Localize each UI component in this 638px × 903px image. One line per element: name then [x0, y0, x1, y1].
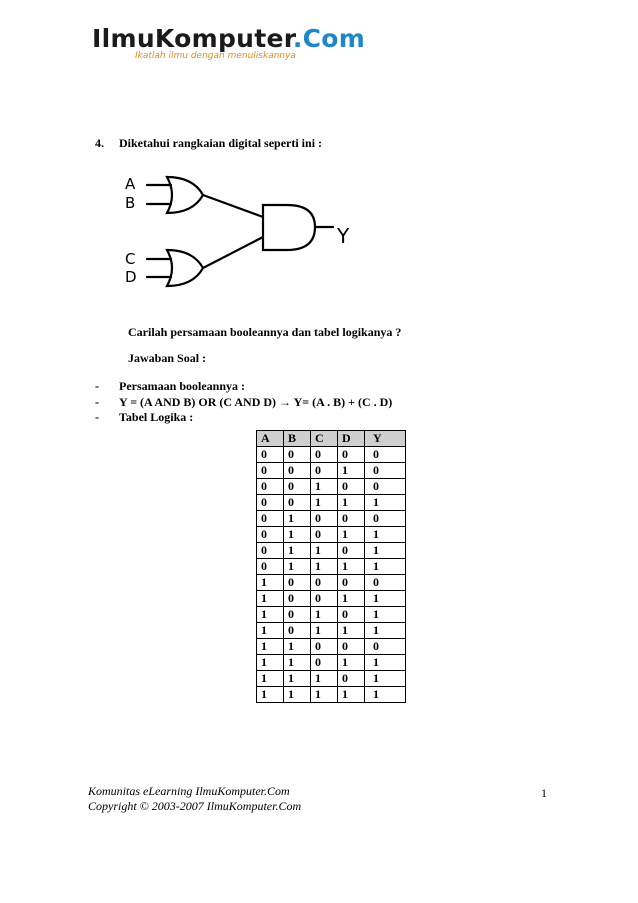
table-cell: 1 [284, 543, 311, 559]
table-cell: 1 [257, 655, 284, 671]
table-cell: 1 [365, 607, 406, 623]
question-text: Diketahui rangkaian digital seperti ini : [119, 136, 323, 150]
table-row [257, 639, 406, 655]
table-cell: 0 [365, 511, 406, 527]
table-cell: 1 [338, 591, 365, 607]
bullet-marker: - [95, 379, 99, 393]
table-cell: 0 [311, 575, 338, 591]
table-cell: 1 [284, 527, 311, 543]
table-row [257, 591, 406, 607]
table-cell: 1 [284, 559, 311, 575]
table-cell: 0 [284, 607, 311, 623]
table-header-cell: B [284, 431, 311, 447]
table-cell: 0 [257, 527, 284, 543]
table-cell: 1 [311, 623, 338, 639]
table-cell: 1 [284, 511, 311, 527]
table-cell: 0 [365, 463, 406, 479]
table-row [257, 447, 406, 463]
answer-heading: Jawaban Soal : [128, 351, 207, 365]
table-row [257, 559, 406, 575]
table-cell: 1 [338, 687, 365, 703]
table-header-cell: D [338, 431, 365, 447]
circuit-diagram [115, 165, 375, 290]
table-cell: 1 [311, 495, 338, 511]
site-logo [92, 24, 365, 53]
table-cell: 1 [311, 671, 338, 687]
table-cell: 0 [311, 511, 338, 527]
table-cell: 0 [311, 447, 338, 463]
table-cell: 1 [365, 623, 406, 639]
table-cell: 0 [284, 623, 311, 639]
table-cell: 0 [257, 479, 284, 495]
bullet-text: Persamaan booleannya : [119, 379, 245, 393]
table-row [257, 527, 406, 543]
table-cell: 0 [338, 447, 365, 463]
table-cell: 1 [257, 607, 284, 623]
table-row [257, 575, 406, 591]
table-cell: 0 [284, 575, 311, 591]
logo-text-com: .Com [292, 24, 366, 53]
table-cell: 0 [338, 607, 365, 623]
table-cell: 1 [284, 671, 311, 687]
table-cell: 1 [365, 543, 406, 559]
table-row [257, 511, 406, 527]
footer [88, 784, 301, 814]
table-cell: 0 [257, 447, 284, 463]
table-cell: 0 [311, 527, 338, 543]
table-cell: 0 [257, 511, 284, 527]
table-cell: 0 [365, 639, 406, 655]
table-row [257, 607, 406, 623]
label-a: A [125, 175, 136, 193]
table-header-row [257, 431, 406, 447]
table-cell: 0 [311, 639, 338, 655]
table-cell: 1 [311, 559, 338, 575]
bullet-text: Tabel Logika : [119, 410, 194, 424]
table-row [257, 479, 406, 495]
question-number: 4. [95, 136, 104, 150]
label-d: D [125, 268, 137, 286]
label-b: B [125, 194, 136, 212]
table-cell: 1 [311, 687, 338, 703]
wire-or2-and [203, 237, 263, 268]
table-cell: 1 [365, 495, 406, 511]
table-cell: 0 [311, 463, 338, 479]
table-cell: 1 [338, 559, 365, 575]
label-c: C [125, 250, 136, 268]
question-prompt: Carilah persamaan booleannya dan tabel logikanya ? [128, 325, 402, 339]
footer-community: Komunitas eLearning IlmuKomputer.Com [88, 784, 290, 798]
table-cell: 0 [284, 495, 311, 511]
table-row [257, 495, 406, 511]
table-cell: 0 [284, 463, 311, 479]
table-cell: 1 [257, 591, 284, 607]
or-gate-top [167, 177, 203, 213]
table-cell: 0 [338, 479, 365, 495]
table-cell: 0 [284, 479, 311, 495]
table-cell: 0 [257, 543, 284, 559]
table-cell: 1 [365, 671, 406, 687]
table-header-cell: C [311, 431, 338, 447]
table-cell: 1 [257, 639, 284, 655]
wire-or1-and [203, 195, 263, 217]
table-cell: 0 [284, 591, 311, 607]
table-cell: 0 [338, 671, 365, 687]
truth-table [256, 430, 406, 703]
table-cell: 0 [311, 655, 338, 671]
table-cell: 1 [257, 623, 284, 639]
table-cell: 1 [338, 655, 365, 671]
table-cell: 0 [311, 591, 338, 607]
and-gate [263, 205, 315, 250]
table-row [257, 687, 406, 703]
table-row [257, 463, 406, 479]
table-cell: 1 [365, 527, 406, 543]
table-cell: 0 [365, 575, 406, 591]
table-cell: 1 [257, 671, 284, 687]
table-cell: 1 [257, 687, 284, 703]
table-cell: 0 [284, 447, 311, 463]
table-cell: 1 [338, 527, 365, 543]
table-cell: 1 [257, 575, 284, 591]
table-cell: 1 [284, 655, 311, 671]
table-cell: 1 [338, 463, 365, 479]
table-row [257, 543, 406, 559]
table-cell: 1 [338, 623, 365, 639]
logo-text-main: IlmuKomputer [92, 24, 293, 53]
table-row [257, 623, 406, 639]
table-cell: 0 [257, 495, 284, 511]
table-cell: 0 [338, 639, 365, 655]
table-header-cell: A [257, 431, 284, 447]
table-cell: 1 [284, 639, 311, 655]
table-cell: 0 [338, 511, 365, 527]
bullet-marker: - [95, 410, 99, 424]
table-cell: 0 [365, 447, 406, 463]
table-cell: 0 [338, 575, 365, 591]
table-cell: 1 [311, 607, 338, 623]
logo-tagline: Ikatlah ilmu dengan menuliskannya [135, 51, 296, 61]
bullet-text: Y = (A AND B) OR (C AND D) → Y= (A . B) + (C . D) [119, 395, 393, 409]
table-cell: 1 [338, 495, 365, 511]
table-cell: 1 [311, 543, 338, 559]
table-cell: 0 [365, 479, 406, 495]
table-cell: 1 [365, 559, 406, 575]
or-gate-bottom [167, 250, 203, 286]
table-cell: 0 [257, 559, 284, 575]
table-header-cell: Y [365, 431, 406, 447]
table-row [257, 671, 406, 687]
table-cell: 0 [257, 463, 284, 479]
footer-copyright: Copyright © 2003-2007 IlmuKomputer.Com [88, 799, 302, 813]
table-cell: 1 [311, 479, 338, 495]
table-cell: 1 [284, 687, 311, 703]
bullet-marker: - [95, 395, 99, 409]
table-cell: 1 [365, 655, 406, 671]
label-y: Y [337, 224, 350, 248]
table-cell: 1 [365, 591, 406, 607]
table-cell: 0 [338, 543, 365, 559]
page-number: 1 [541, 786, 547, 800]
table-row [257, 655, 406, 671]
table-cell: 1 [365, 687, 406, 703]
